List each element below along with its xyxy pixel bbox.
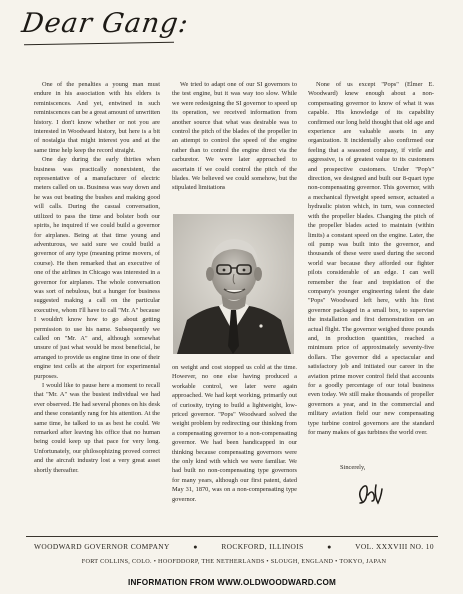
portrait-photo (173, 214, 294, 354)
paragraph: I would like to pause here a moment to recall that "Mr. A" was the busiest individual we had ever observed. He had several phones on his desk and these constantly rang for his attention. At the same time, he talked to us as best he could. We remarked after leaving his office that no human being could keep up that pace for very long. Unfortunately, our philosophizing proved correct and the aircraft industry lost a very great asset shortly thereafter. (34, 382, 160, 474)
company-city: ROCKFORD, ILLINOIS (221, 542, 304, 551)
separator-dot: ● (193, 542, 198, 551)
footer-divider (26, 536, 438, 537)
paragraph: on weight and cost stopped us cold at the time. However, no one else having produced a workable control, we later were again approached. We had kept working, primarily out of curiosity, trying to build a lightweight, low-priced governor. "Pops" Woodward solved the weight problem by redirecting our thinking from a compensating governor to a non-compensating governor. We had been handicapped in our thinking because compensating governors were the only kind with which we were familiar. We had built no non-compensating type governors for many years, although our first patent, dated May 31, 1870, was on a non-compensating type governor. (172, 364, 297, 503)
volume-number: VOL. XXXVIII NO. 10 (355, 542, 434, 551)
paragraph: One of the penalties a young man must endure in his association with his elders is reminiscences. And yet, entwined in such reminiscences can be a great amount of unwritten history. I don't know whether or not you are interested in Woodward history, but here is a bit of nostalgia that might interest you and at the same time help keep the record straight. (34, 81, 160, 154)
footer-masthead (34, 542, 434, 551)
source-banner: INFORMATION FROM WWW.OLDWOODWARD.COM (96, 576, 368, 589)
footer-locations: FORT COLLINS, COLO. • HOOFDDORP, THE NETHERLANDS • SLOUGH, ENGLAND • TOKYO, JAPAN (81, 558, 387, 565)
salutation: Dear Gang: (19, 8, 191, 39)
text-column-1 (34, 80, 160, 475)
text-column-3 (308, 80, 434, 437)
paragraph: None of us except "Pops" (Elmer E. Woodward) knew enough about a non-compensating governor to know of what it was capable. His knowledge of its capability confirmed our long held thought that old age and experience are valuable assets in any organization. It incidentally also confirmed our feeling that a seasoned company, if virile and aggressive, is of greatest value to its customers and prospective customers. Under "Pop's" direction, we designed and built our 8-quart type non-compensating governor. This governor, with a mechanical flyweight speed sensor, actuated a hydraulic piston which, in turn, was connected with the propeller blades. Changing the pitch of the propeller blades acted to maintain (within limits) a constant speed on the engine. Later, the oil pump was built into the governor, and thousands of these were used during the second world war because they afforded our fighter pilots considerable of an edge. I can well remember the fear and trepidation of the company's younger engineering talent the date "Pops" Woodward left here, with his first governor packaged in a small box, to supervise the installation and first demonstration on an actual flight. The governor weighed three pounds and, in production quantities, reached a minimum price of approximately seventy-five dollars. The governor did a spectacular and satisfactory job and initiated our career in the aviation prime mover control field that accounts for a goodly percentage of our total business even today. We still make thousands of propeller governors a year, and in the commercial and military aviation field our new compensating type turbine control governors are the standard for many makes of gas turbines the world over. (308, 81, 434, 437)
paragraph: We tried to adapt one of our SI governors to the test engine, but it was way too slow. While we were redesigning the SI governor to speed up its operation, we received information from another source that what was desirable was to control the pitch of the blades of the propeller in an attempt to control the speed of the engine rather than to control the engine direct via the carburetor. We were later approached to ascertain if we could control the pitch of the blades. We believed we could somehow, but the stipulated limitations (172, 81, 297, 192)
company-name: WOODWARD GOVERNOR COMPANY (34, 542, 170, 551)
salutation-underline (24, 41, 174, 46)
separator-dot: ● (327, 542, 332, 551)
paragraph: One day during the early thirties when business was practically nonexistent, the representative of a manufacturer of electric meters called on us. Business was way down and he was out beating the bushes and making good will calls. During the casual conversation, utilized to pass the time and bolster both our spirits, he inquired if we could build a governor for airplanes. Being at that time young and adventurous, we said sure we could build a governor of any type (meaning prime movers, of course). He then remarked that an executive of one of the airlines in Chicago was interested in a governor for airplanes. The whole conversation was sort of nebulous, but a hunger for business suggested making a call on the particular executive, whom I'll have to call "Mr. A" because I wouldn't know how to go about getting permission to use his name. Subsequently we called on "Mr. A" and, although somewhat unsure of just what would be most beneficial, he arranged to provide us engine time in one of their engine test cells at the airport for experimental purposes. (34, 156, 160, 380)
closing: Sincerely, (340, 464, 366, 471)
handwritten-signature (354, 481, 390, 512)
text-column-2-top (172, 80, 297, 193)
text-column-2-bottom (172, 363, 297, 504)
